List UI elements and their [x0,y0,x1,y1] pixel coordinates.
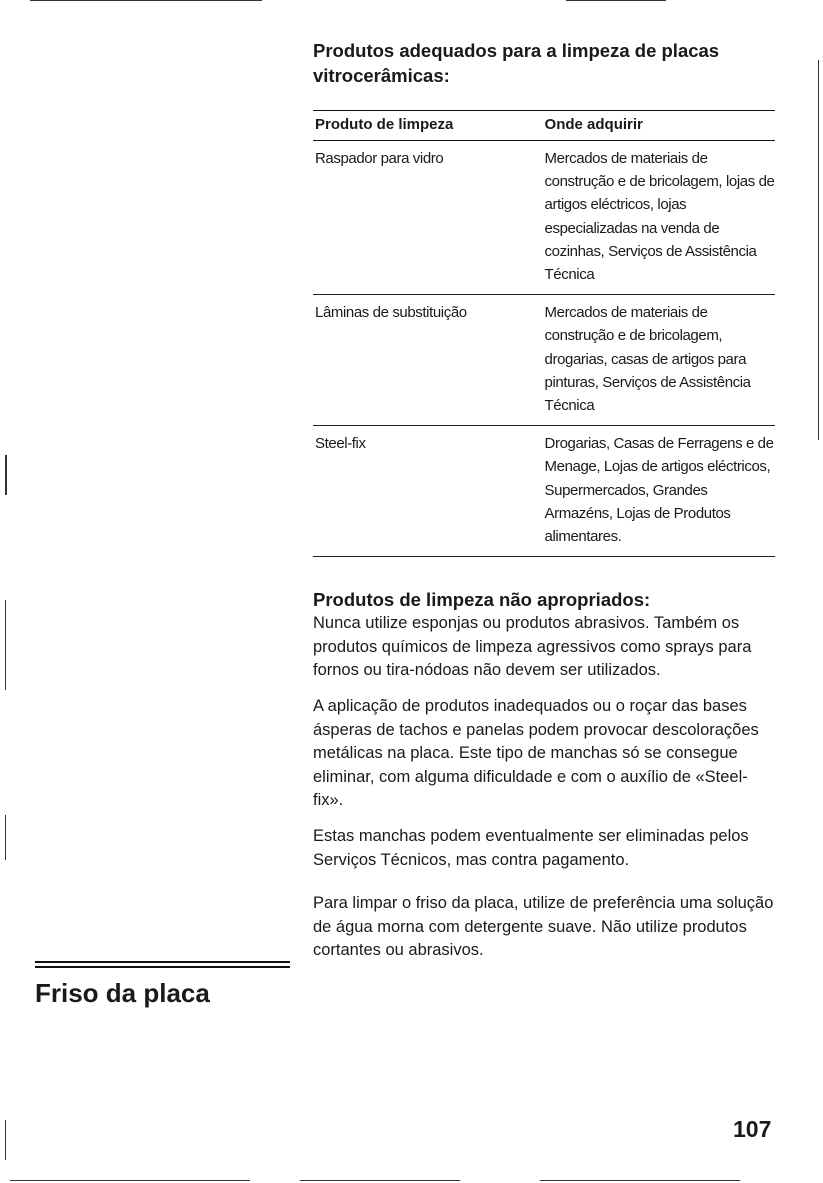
frame-cleaning-paragraph: Para limpar o friso da placa, utilize de preferência uma solução de água morna com detergente suave. Não utilize produtos cortantes ou abrasivos. [313,894,774,960]
table-row [313,295,775,426]
page-number: 107 [733,1116,772,1142]
side-heading-rule [35,961,290,968]
binding-mark [5,600,6,690]
product-where: Mercados de materiais de construção e de bricolagem, lojas de artigos eléctricos, lojas especializadas na venda de cozinhas, Serviços de Assistência Técnica [533,141,775,295]
paragraph: Estas manchas podem eventualmente ser eliminadas pelos Serviços Técnicos, mas contra pagamento. [313,827,749,869]
cleaning-products-table [313,110,775,557]
column-header-where: Onde adquirir [533,111,775,141]
product-where: Drogarias, Casas de Ferragens e de Menage, Lojas de artigos eléctricos, Supermercados, Grandes Armazéns, Lojas de Produtos alimentares. [533,426,775,557]
scan-edge-bottom [300,1180,460,1181]
product-name: Steel-fix [313,426,533,557]
side-heading-block [35,961,290,1008]
paragraph: Nunca utilize esponjas ou produtos abrasivos. Também os produtos químicos de limpeza agressivos como sprays para fornos ou tira-nódoas não devem ser utilizados. [313,614,752,680]
product-name: Lâminas de substituição [313,295,533,426]
binding-mark [5,455,7,495]
column-header-product: Produto de limpeza [313,111,533,141]
table-row [313,141,775,295]
side-heading: Friso da placa [35,978,210,1008]
product-where: Mercados de materiais de construção e de bricolagem, drogarias, casas de artigos para pinturas, Serviços de Assistência Técnica [533,295,775,426]
scan-edge-top-left [30,0,262,1]
binding-mark [818,60,819,440]
unsuitable-section [313,587,775,963]
paragraph: A aplicação de produtos inadequados ou o roçar das bases ásperas de tachos e panelas podem provocar descolorações metálicas na placa. Este tipo de manchas só se consegue eliminar, com alguma dificuldade e com o auxílio de «Steel-fix». [313,697,759,810]
binding-mark [5,1120,6,1160]
scan-edge-top-right [566,0,666,1]
product-name: Raspador para vidro [313,141,533,295]
scan-edge-bottom [540,1180,740,1181]
table-header-row [313,111,775,141]
binding-mark [5,815,6,860]
scan-edge-bottom [10,1180,250,1181]
heading-unsuitable-products: Produtos de limpeza não apropriados: [313,589,651,611]
main-column [313,38,775,975]
heading-suitable-products: Produtos adequados para a limpeza de placas vitrocerâmicas: [313,40,720,86]
table-row [313,426,775,557]
